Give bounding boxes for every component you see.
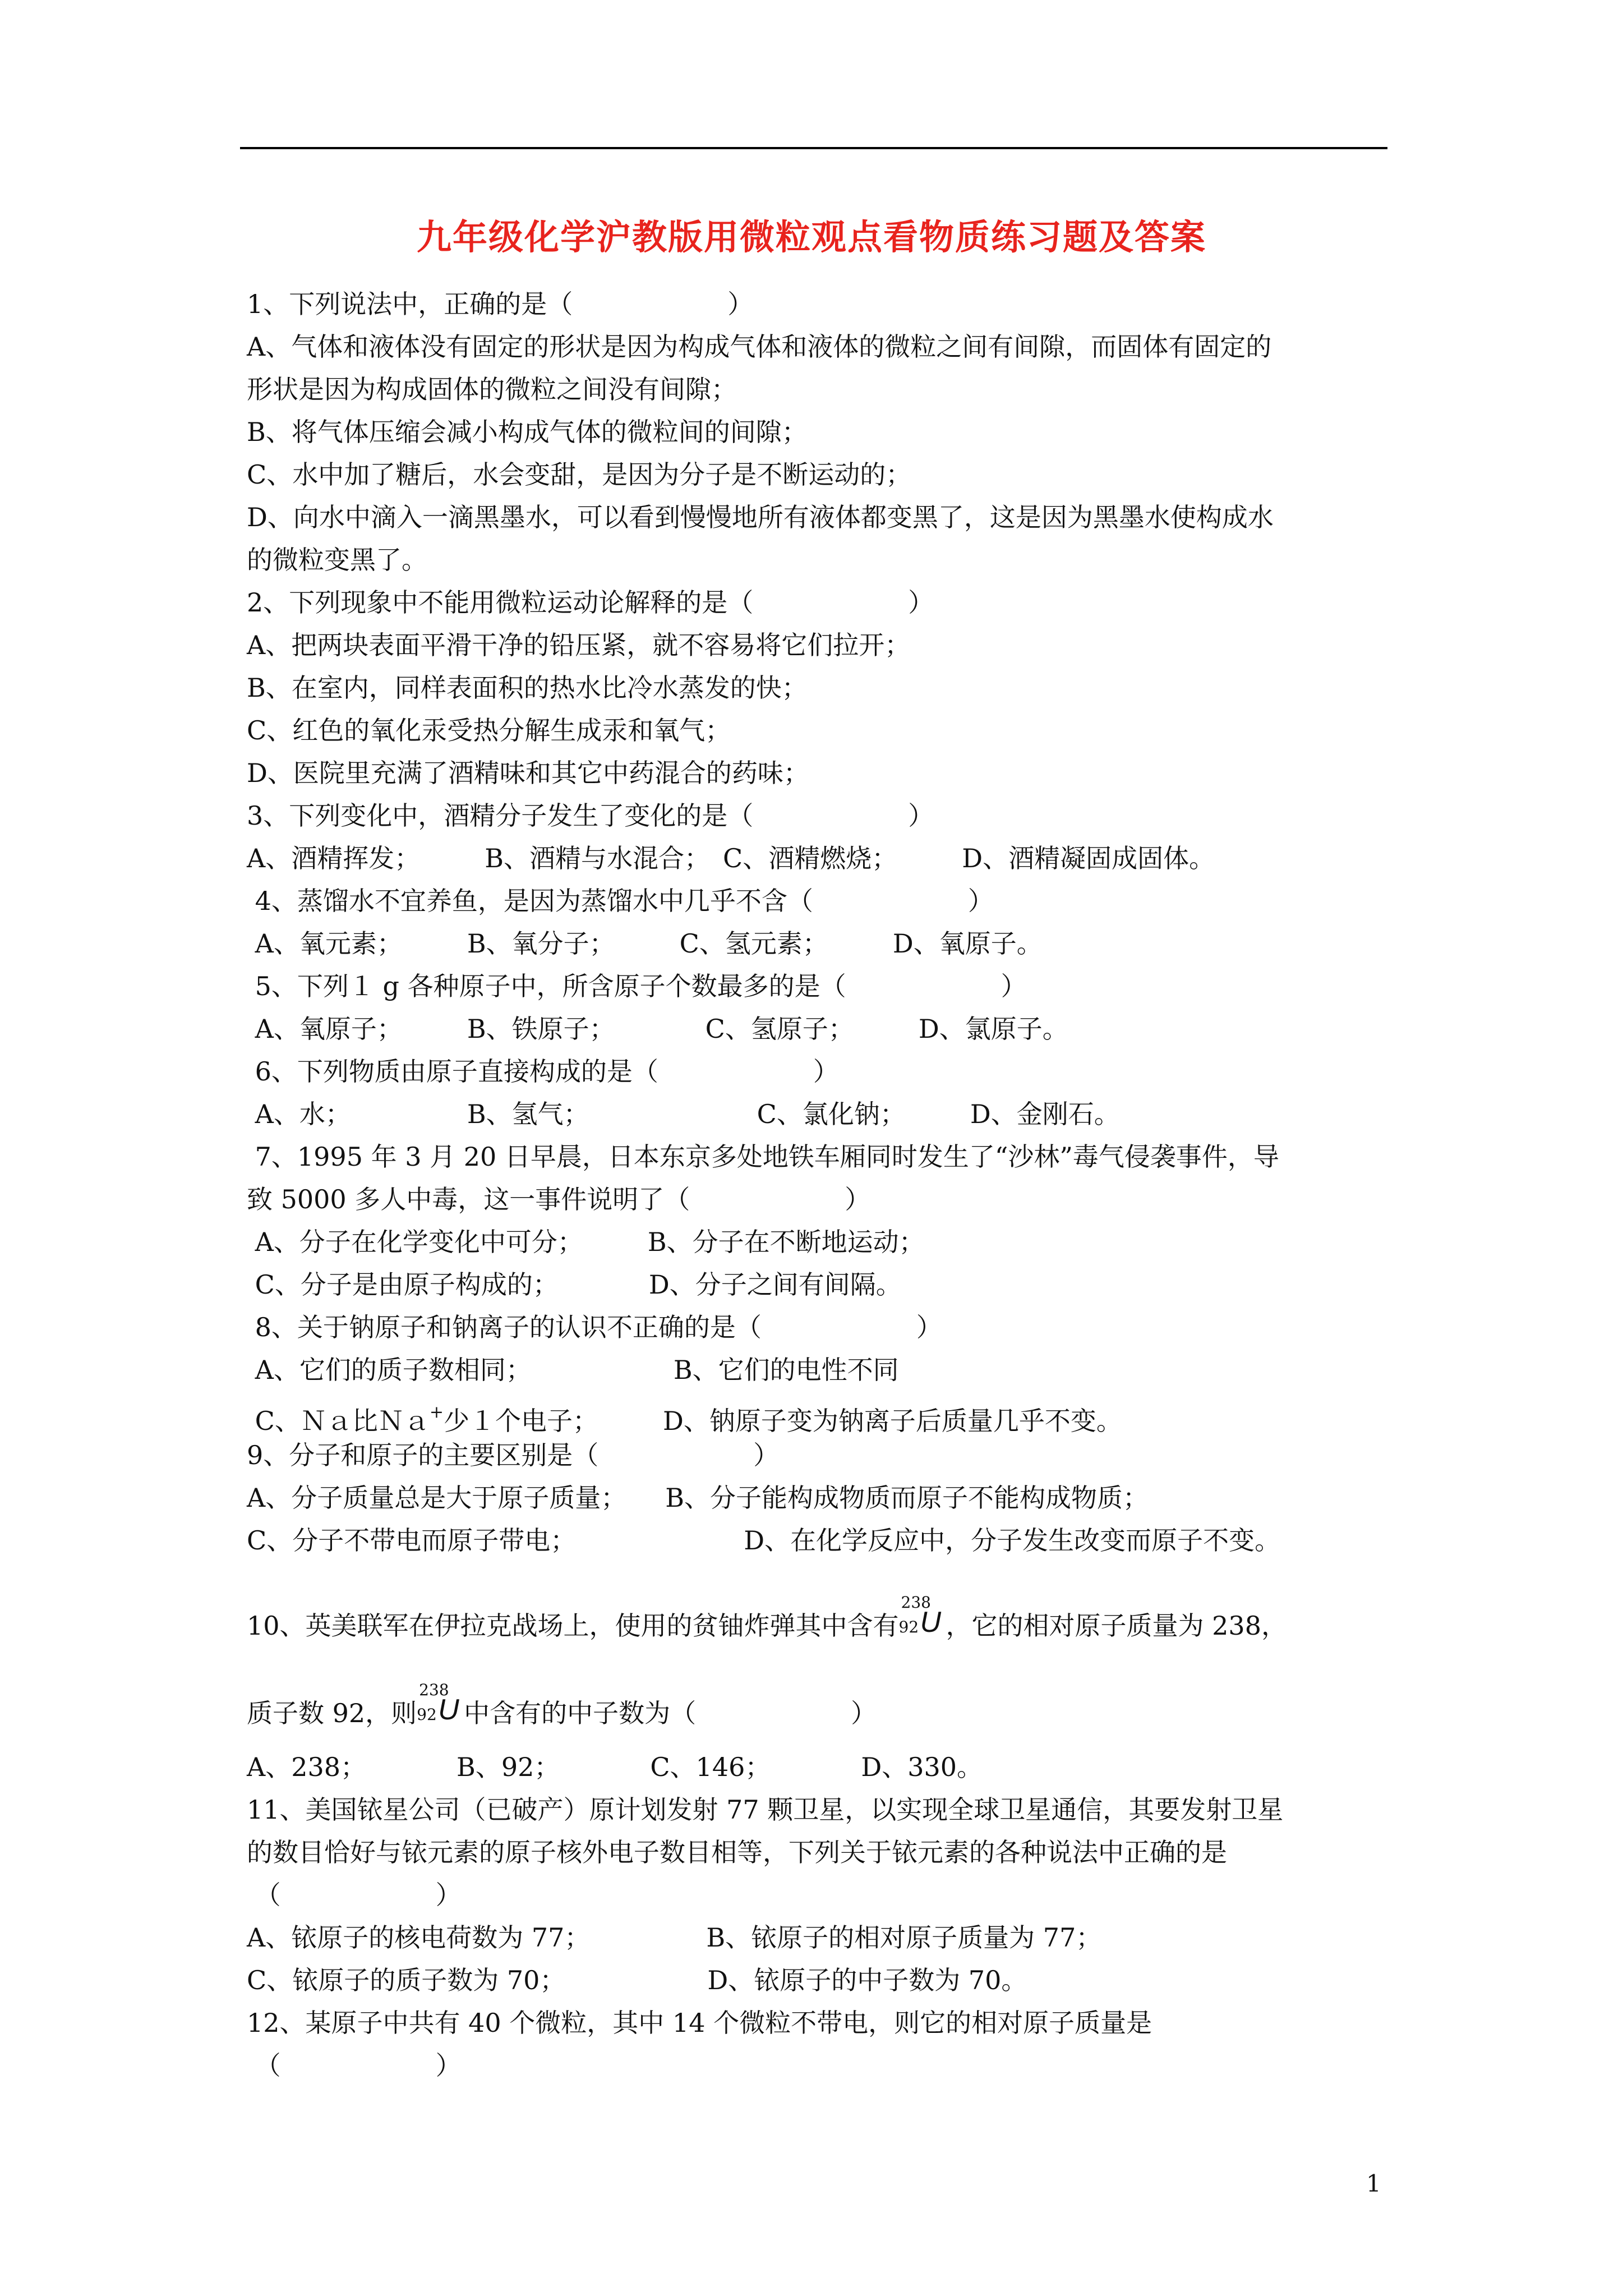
text-line: A、它们的质子数相同； B、它们的电性不同 <box>247 1355 899 1385</box>
text-segment: C、Ｎａ比Ｎａ <box>247 1406 430 1436</box>
text-line: 2、下列现象中不能用微粒运动论解释的是（ ） <box>247 587 934 618</box>
text-line: 致 5000 多人中毒，这一事件说明了（ ） <box>247 1184 871 1214</box>
text-line: A、把两块表面平滑干净的铅压紧，就不容易将它们拉开； <box>247 630 911 660</box>
text-line: B、在室内，同样表面积的热水比冷水蒸发的快； <box>247 673 808 703</box>
text-line: A、气体和液体没有固定的形状是因为构成气体和液体的微粒之间有间隙，而固体有固定的 <box>247 332 1272 362</box>
text-line: C、红色的氧化汞受热分解生成汞和氧气； <box>247 715 731 746</box>
text-line: A、氧元素； B、氧分子； C、氢元素； D、氧原子。 <box>247 928 1043 959</box>
isotope-atomic-number: 92 <box>417 1705 437 1724</box>
isotope-mass: 238 <box>419 1681 449 1699</box>
page-number: 1 <box>1366 2170 1381 2197</box>
text-line: A、酒精挥发； B、酒精与水混合； C、酒精燃烧； D、酒精凝固成固体。 <box>247 843 1215 873</box>
text-segment: 少１个电子； D、钠原子变为钠离子后质量几乎不变。 <box>443 1406 1122 1436</box>
superscript-plus: + <box>429 1402 444 1422</box>
text-line: A、水； B、氢气； C、氯化钠； D、金刚石。 <box>247 1099 1120 1129</box>
isotope-mass: 238 <box>901 1593 931 1612</box>
text-segment: 10、英美联军在伊拉克战场上，使用的贫铀炸弹其中含有 <box>247 1611 899 1641</box>
text-line: （ ） <box>247 2050 462 2081</box>
text-line-q10 <box>247 1593 1287 1642</box>
text-line: 7、1995 年 3 月 20 日早晨，日本东京多处地铁车厢同时发生了“沙林”毒气侵袭事件，导 <box>247 1142 1279 1172</box>
text-line: 12、某原子中共有 40 个微粒，其中 14 个微粒不带电，则它的相对原子质量是 <box>247 2008 1152 2038</box>
text-segment: 中含有的中子数为（ ） <box>464 1698 877 1728</box>
text-segment: ，它的相对原子质量为 238， <box>946 1611 1287 1641</box>
text-line: （ ） <box>247 1880 462 1910</box>
isotope-symbol: U <box>920 1606 942 1639</box>
text-line: C、水中加了糖后，水会变甜，是因为分子是不断运动的； <box>247 459 912 490</box>
text-line: 的数目恰好与铱元素的原子核外电子数目相等，下列关于铱元素的各种说法中正确的是 <box>247 1837 1227 1867</box>
text-line-q10b <box>247 1681 877 1730</box>
text-line: C、分子是由原子构成的； D、分子之间有间隔。 <box>247 1269 902 1300</box>
text-line: 8、关于钠原子和钠离子的认识不正确的是（ ） <box>247 1312 942 1342</box>
text-line: B、将气体压缩会减小构成气体的微粒间的间隙； <box>247 417 808 447</box>
text-line: 4、蒸馏水不宜养鱼，是因为蒸馏水中几乎不含（ ） <box>247 886 994 916</box>
text-line: 3、下列变化中，酒精分子发生了变化的是（ ） <box>247 800 934 831</box>
text-line: C、铱原子的质子数为 70； D、铱原子的中子数为 70。 <box>247 1965 1027 1995</box>
text-line: A、铱原子的核电荷数为 77； B、铱原子的相对原子质量为 77； <box>247 1922 1102 1953</box>
text-line: 9、分子和原子的主要区别是（ ） <box>247 1440 780 1470</box>
uranium-isotope <box>417 1681 464 1730</box>
page-title: 九年级化学沪教版用微粒观点看物质练习题及答案 <box>416 217 1206 257</box>
text-line: 11、美国铱星公司（已破产）原计划发射 77 颗卫星，以实现全球卫星通信，其要发射卫星 <box>247 1795 1284 1825</box>
isotope-symbol: U <box>438 1694 459 1726</box>
text-segment: 质子数 92，则 <box>247 1698 417 1728</box>
text-line: A、分子在化学变化中可分； B、分子在不断地运动； <box>247 1227 925 1257</box>
text-line-na-ion <box>247 1396 1122 1438</box>
text-line: A、238； B、92； C、146； D、330。 <box>247 1752 983 1782</box>
text-line: D、医院里充满了酒精味和其它中药混合的药味； <box>247 758 809 788</box>
text-line: 5、下列１ g 各种原子中，所含原子个数最多的是（ ） <box>247 971 1027 1001</box>
text-line: 形状是因为构成固体的微粒之间没有间隙； <box>247 374 737 404</box>
isotope-atomic-number: 92 <box>898 1618 919 1636</box>
text-line: C、分子不带电而原子带电； D、在化学反应中，分子发生改变而原子不变。 <box>247 1525 1281 1556</box>
text-line: A、分子质量总是大于原子质量； B、分子能构成物质而原子不能构成物质； <box>247 1483 1149 1513</box>
text-line: 的微粒变黑了。 <box>247 545 427 575</box>
uranium-isotope <box>898 1593 946 1642</box>
text-line: D、向水中滴入一滴黑墨水，可以看到慢慢地所有液体都变黑了，这是因为黑墨水使构成水 <box>247 502 1274 532</box>
text-line: 6、下列物质由原子直接构成的是（ ） <box>247 1056 839 1087</box>
text-line: 1、下列说法中，正确的是（ ） <box>247 289 754 319</box>
text-line: A、氧原子； B、铁原子； C、氢原子； D、氯原子。 <box>247 1014 1068 1044</box>
header-rule <box>240 147 1387 149</box>
